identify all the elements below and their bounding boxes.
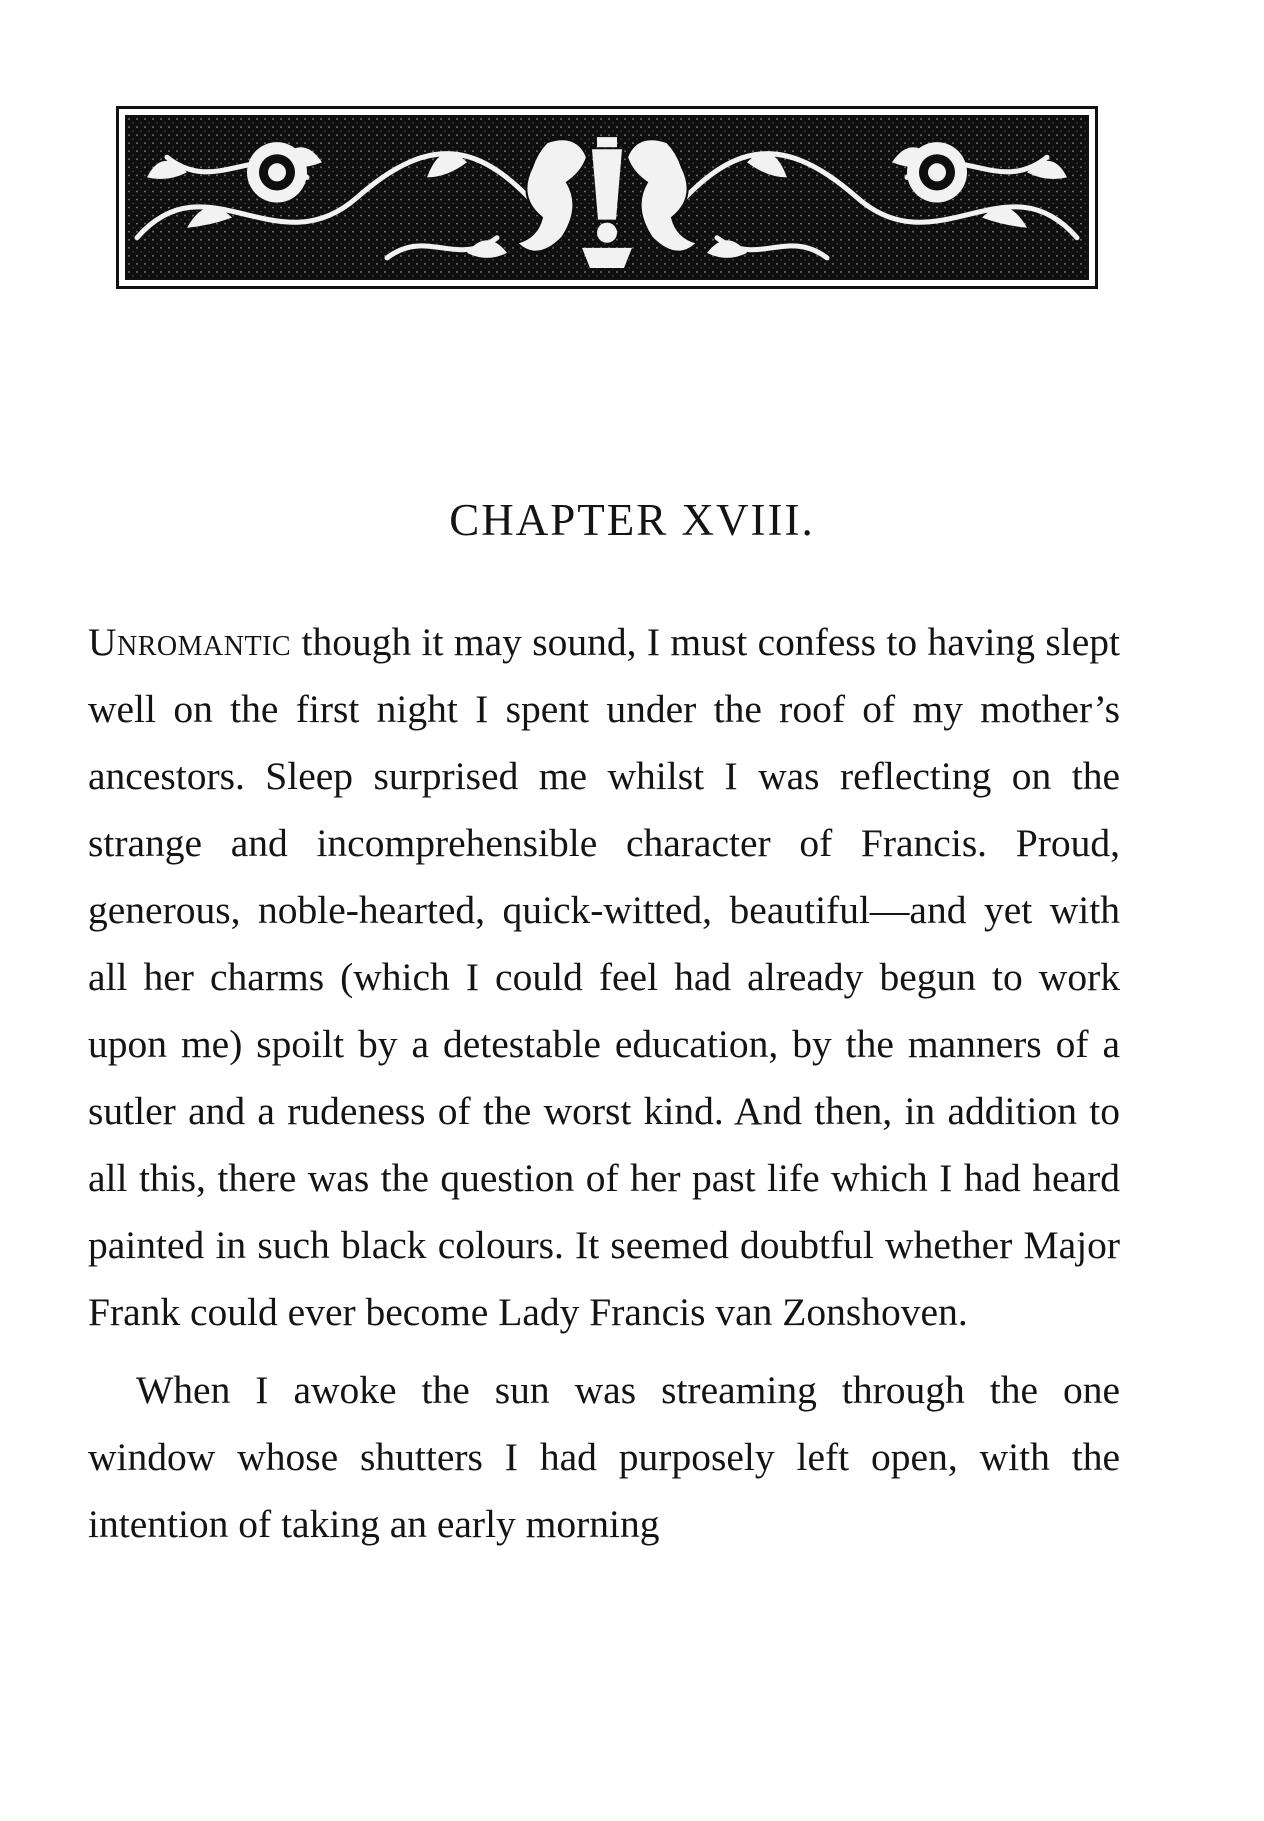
ornamental-headpiece <box>116 106 1098 289</box>
chapter-title: CHAPTER XVIII. <box>449 495 815 545</box>
floral-dragon-ornament-icon <box>125 115 1089 280</box>
paragraph-1-text: though it may sound, I must confess to having slept well on the first night I spent under the roof of my mother’s ancestors. Sleep surprised me whilst I was reflecting on the strange and incomprehensible character of Francis. Proud, generous, noble-hearted, quick-witted, beautiful—and yet with all her charms (which I could feel had already begun to work upon me) spoilt by a detestable education, by the manners of a sutler and a rudeness of the worst kind. And then, in addition to all this, there was the question of her past life which I had heard painted in such black colours. It seemed doubtful whether Major Frank could ever become Lady Francis van Zonshoven. <box>88 620 1120 1334</box>
paragraph-1 <box>88 609 1120 1346</box>
paragraph-2: When I awoke the sun was streaming through the one window whose shutters I had purposely left open, with the intention of taking an early morning <box>88 1368 1120 1546</box>
body-text <box>88 609 1120 1558</box>
paragraph-lead-smallcaps: Unromantic <box>88 620 292 664</box>
